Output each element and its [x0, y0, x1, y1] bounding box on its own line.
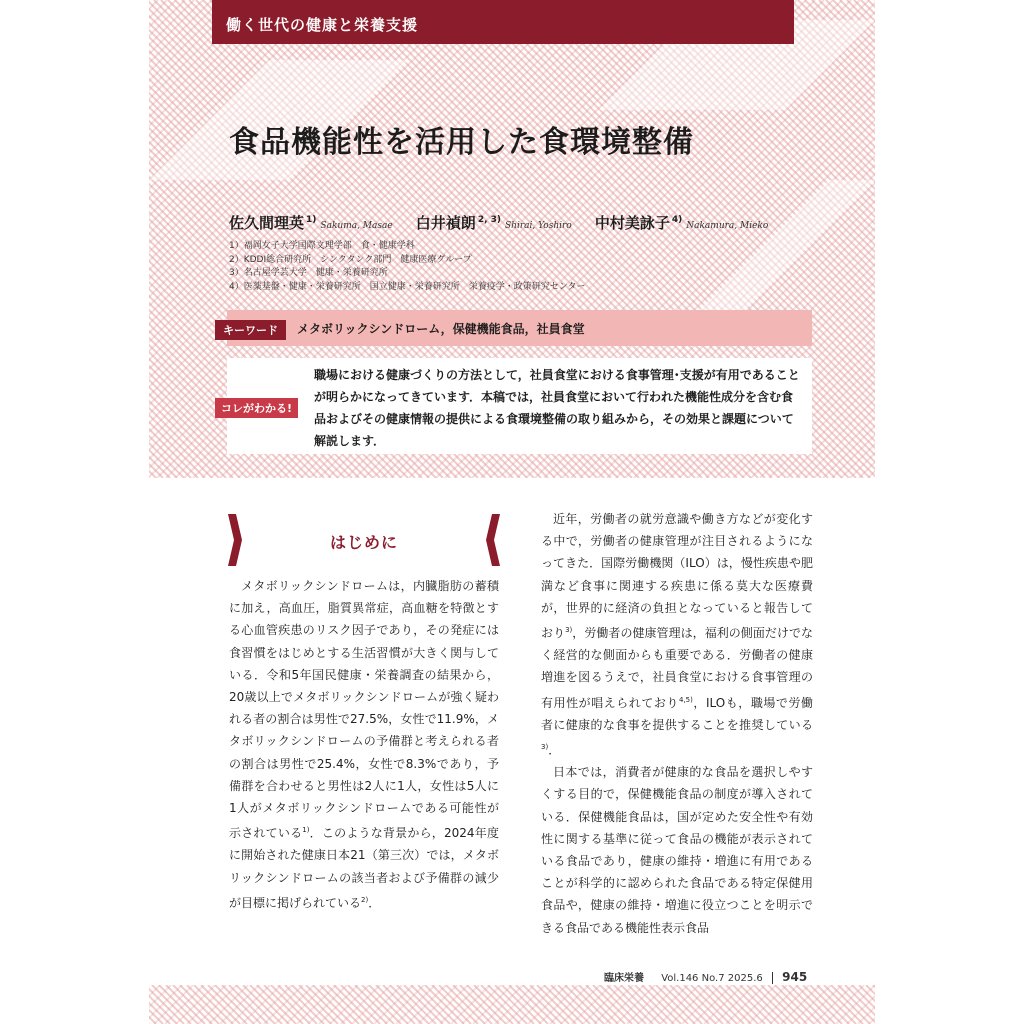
- author-name: 佐久間理英: [229, 214, 305, 232]
- hatch-line: [297, 985, 336, 1024]
- hatch-line: [385, 985, 424, 1024]
- hatch-line: [451, 985, 490, 1024]
- hatch-line: [660, 985, 699, 1024]
- body-text: ．: [368, 895, 381, 910]
- hatch-line: [154, 985, 193, 1024]
- hatch-line: [605, 985, 644, 1024]
- citation-ref: 1): [302, 826, 310, 835]
- body-column-right: [541, 508, 813, 939]
- hatch-line: [330, 985, 369, 1024]
- journal-name: 臨床栄養: [604, 973, 644, 984]
- hatch-line: [715, 985, 754, 1024]
- hatch-line: [462, 985, 501, 1024]
- author-list: [229, 212, 786, 233]
- hatch-line: [407, 985, 446, 1024]
- citation-ref: 3): [565, 626, 573, 635]
- body-text: ，労働者の健康管理は，福利の側面だけでなく経営的な側面からも重要である．労働者の健康増進を図るうえで，社員食堂における食事管理の有用性が唱えられており: [541, 626, 813, 710]
- body-column-left: [229, 575, 499, 914]
- affiliation-item: 3）名古屋学芸大学 健康・栄養研究所: [229, 268, 388, 278]
- page-number: 945: [782, 970, 808, 984]
- hatch-line: [770, 985, 809, 1024]
- body-text: ．このような背景から，2024年度に開始された健康日本21（第三次）では，メタボリックシンドロームの該当者および予備群の減少が目標に掲げられている: [229, 826, 499, 910]
- journal-date: 2025.6: [727, 973, 763, 984]
- hatch-line: [583, 985, 622, 1024]
- series-title: 働く世代の健康と栄養支援: [226, 16, 419, 34]
- hatch-line: [561, 985, 600, 1024]
- hatch-line: [638, 985, 677, 1024]
- author-affil-ref: 2, 3): [477, 214, 502, 225]
- hatch-line: [814, 985, 853, 1024]
- body-paragraph: [541, 508, 813, 761]
- body-text: 近年，労働者の就労意識や働き方などが変化する中で，労働者の健康管理が注目されるようになってきた．国際労働機関（ILO）は，慢性疾患や肥満など食事に関連する疾患に係る莫大な医療費が，世界的に経済の負担となっていると報告しており: [541, 512, 813, 641]
- series-header: [212, 0, 794, 44]
- hatch-line: [176, 985, 215, 1024]
- body-paragraph: [229, 575, 499, 914]
- author-3: [595, 212, 768, 233]
- hatch-line: [231, 985, 270, 1024]
- citation-ref: 3): [541, 743, 549, 752]
- author-romaji: Nakamura, Mieko: [686, 221, 769, 231]
- hatch-line: [836, 985, 875, 1024]
- article-title: 食品機能性を活用した食環境整備: [229, 125, 694, 160]
- affiliation-list: [229, 240, 585, 294]
- hatch-line: [220, 985, 259, 1024]
- right-bracket-icon: [486, 514, 500, 566]
- citation-ref: 2): [361, 895, 369, 904]
- hatch-line: [737, 985, 776, 1024]
- footer-divider: [772, 972, 773, 984]
- hatch-line: [484, 985, 523, 1024]
- body-paragraph: 日本では，消費者が健康的な食品を選択しやすくする目的で，保健機能食品の制度が導入されている．保健機能食品は，国が定めた安全性や有効性に関する基準に従って食品の機能が表示されている食品であり，健康の維持・増進に有用であることが科学的に認められた食品である特定保健用食品や，健康の維持・増進に役立つことを明示できる食品である機能性表示食品: [541, 765, 813, 935]
- affiliation-item: 2）KDDI総合研究所 シンクタンク部門 健康医療グループ: [229, 254, 472, 265]
- author-romaji: Sakuma, Masae: [320, 221, 393, 231]
- author-romaji: Shirai, Yoshiro: [505, 221, 572, 231]
- body-text: ．: [548, 743, 561, 758]
- hatch-line: [792, 985, 831, 1024]
- author-affil-ref: 1): [306, 214, 317, 225]
- section-heading: [228, 514, 500, 566]
- author-affil-ref: 4): [671, 214, 683, 225]
- hatch-line: [253, 985, 292, 1024]
- affiliation-item: 4）医薬基盤・健康・栄養研究所 国立健康・栄養研究所 栄養疫学・政策研究センター: [229, 281, 586, 292]
- keyword-label: キーワード: [215, 320, 286, 340]
- journal-volume: Vol.146: [661, 973, 699, 984]
- affiliation-item: 1）福岡女子大学国際文理学部 食・健康学科: [229, 241, 415, 251]
- page-footer: [604, 969, 807, 984]
- summary-label: コレがわかる!: [215, 398, 298, 418]
- keyword-band: [223, 310, 812, 346]
- hatch-line: [198, 985, 237, 1024]
- hatch-line: [429, 985, 468, 1024]
- hatch-line: [308, 985, 347, 1024]
- citation-ref: 4,5): [678, 695, 693, 704]
- section-heading-text: はじめに: [329, 533, 398, 552]
- hatch-line: [616, 985, 655, 1024]
- article-page: [149, 0, 875, 1024]
- hatch-line: [506, 985, 545, 1024]
- hatch-line: [352, 985, 391, 1024]
- journal-number: No.7: [701, 973, 725, 984]
- bottom-hatch: [149, 985, 875, 1024]
- hatch-line: [275, 985, 314, 1024]
- hatch-line: [682, 985, 721, 1024]
- author-name: 白井禎朗: [415, 214, 476, 232]
- author-name: 中村美詠子: [594, 214, 670, 232]
- body-text: メタボリックシンドロームは，内臓脂肪の蓄積に加え，高血圧，脂質異常症，高血糖を特徴とする心血管疾患のリスク因子であり，その発症には食習慣をはじめとする生活習慣が大きく関与している．令和5年国民健康・栄養調査の結果から，20歳以上でメタボリックシンドロームが強く疑われる者の割合は男性で27.5%，女性で11.9%，メタボリックシンドロームの予備群と考えられる者の割合は男性で25.4%，女性で8.3%であり，予備群を合わせると男性は2人に1人，女性は5人に1人がメタボリックシンドロームである可能性が示されている: [229, 579, 499, 841]
- hatch-line: [759, 985, 798, 1024]
- hatch-line: [539, 985, 578, 1024]
- hatch-line: [693, 985, 732, 1024]
- hatch-line: [528, 985, 567, 1024]
- author-1: [229, 212, 393, 233]
- body-text: ，ILOも，職場で労働者に健康的な食事を提供することを推奨している: [541, 695, 813, 732]
- author-2: [416, 212, 572, 233]
- keyword-text: メタボリックシンドローム，保健機能食品，社員食堂: [297, 322, 585, 336]
- hatch-pattern-bottom: [149, 985, 875, 1024]
- hatch-line: [374, 985, 413, 1024]
- summary-box: [221, 358, 812, 454]
- summary-text: 職場における健康づくりの方法として，社員食堂における食事管理･支援が有用であることが明らかになってきています．本稿では，社員食堂において行われた機能性成分を含む食品およびその健康情報の提供による食環境整備の取り組みから，その効果と課題について解説します．: [314, 368, 800, 448]
